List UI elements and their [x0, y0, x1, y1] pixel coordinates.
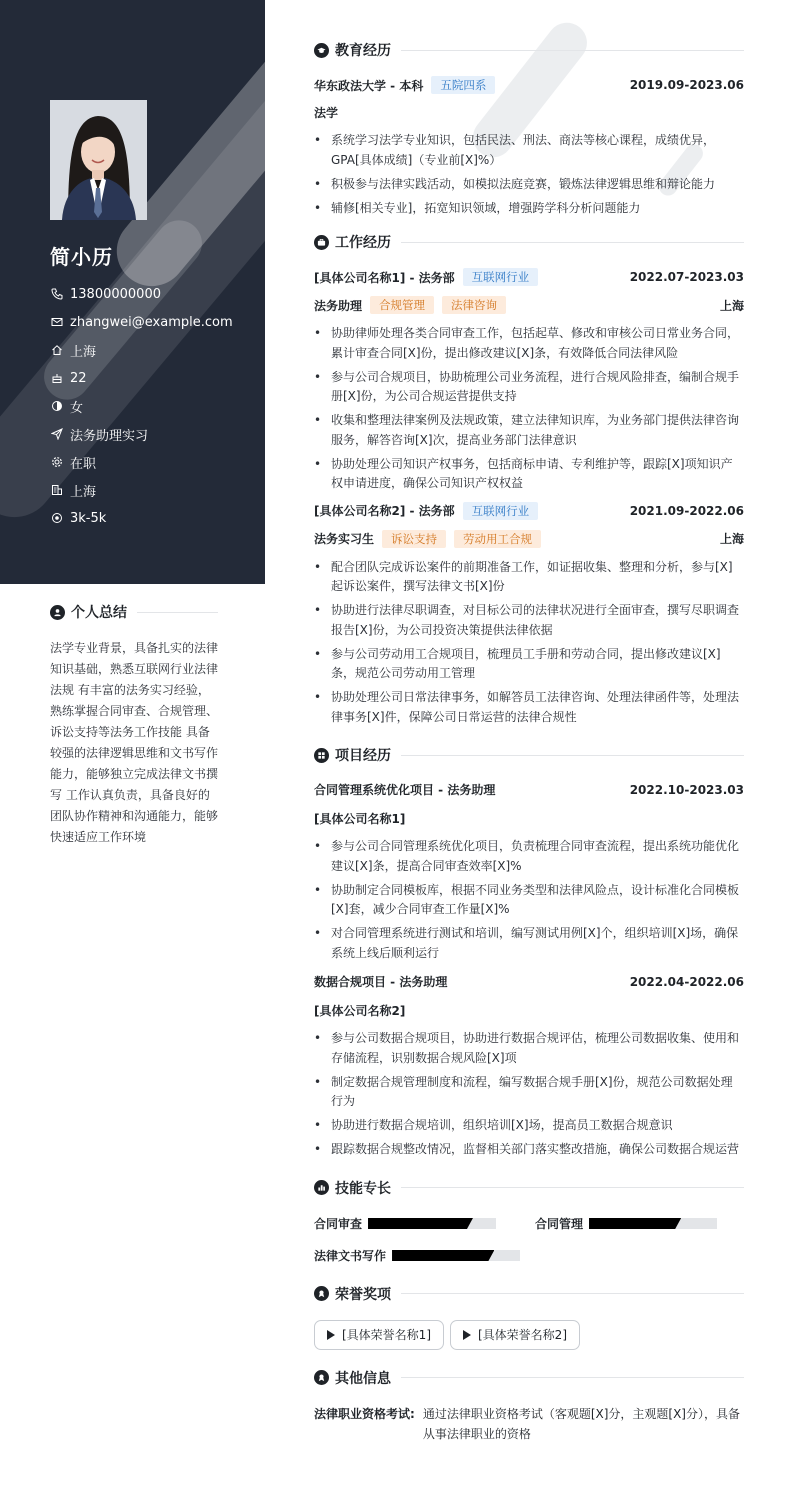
list-item: • 对合同管理系统进行测试和培训，编写测试用例[X]个，组织培训[X]场，确保系统上线后顺利运行 — [314, 924, 744, 963]
skill-item — [535, 1216, 717, 1232]
skill-item — [314, 1248, 520, 1264]
list-item: • 协助处理公司知识产权事务，包括商标申请、专利维护等，跟踪[X]项知识产权申请进度，确保公司知识产权权益 — [314, 455, 744, 494]
skill-bar — [368, 1218, 496, 1229]
project-head — [314, 973, 744, 990]
play-icon — [327, 1330, 335, 1340]
email-row — [50, 308, 250, 336]
award-icon — [314, 1286, 329, 1301]
email-text: zhangwei@example.com — [70, 314, 233, 330]
list-item: • 协助律师处理各类合同审查工作，包括起草、修改和审核公司日常业务合同，累计审查合同[X]份，提出修改建议[X]条，有效降低合同法律风险 — [314, 324, 744, 363]
education-heading — [314, 40, 744, 60]
work-heading — [314, 232, 744, 252]
other-label: 法律职业资格考试: — [314, 1406, 415, 1421]
skill-bar-fill — [392, 1250, 494, 1261]
salary-text: 3k-5k — [70, 510, 107, 526]
job-role-row — [314, 296, 744, 314]
main-content — [314, 40, 744, 1444]
skills-section — [314, 1178, 744, 1264]
project-bullets — [314, 1029, 744, 1160]
education-entry-head — [314, 76, 744, 94]
phone-icon — [50, 287, 64, 301]
list-item: • 配合团队完成诉讼案件的前期准备工作，如证据收集、整理和分析，参与[X]起诉讼案件，撰写法律文书[X]份 — [314, 558, 744, 597]
salary-row — [50, 504, 250, 532]
school-name: 华东政法大学 - 本科 — [314, 78, 424, 93]
skill-bar-fill — [368, 1218, 473, 1229]
skills-heading — [314, 1178, 744, 1198]
skill-bar — [392, 1250, 520, 1261]
skill-tag: 劳动用工合规 — [454, 530, 541, 548]
industry-tag: 互联网行业 — [463, 268, 539, 286]
list-item: • 制定数据合规管理制度和流程，编写数据合规手册[X]份，规范公司数据处理行为 — [314, 1073, 744, 1112]
profile-name: 简小历 — [50, 245, 113, 269]
gear-icon — [50, 455, 64, 469]
major: 法学 — [314, 106, 339, 120]
job-role-row — [314, 530, 744, 548]
honors-heading — [314, 1284, 744, 1304]
list-item: • 协助制定合同模板库，根据不同业务类型和法律风险点，设计标准化合同模板[X]套，减少合同审查工作量[X]% — [314, 881, 744, 920]
job-city: 上海 — [719, 532, 744, 546]
work-title: 工作经历 — [335, 235, 391, 251]
divider — [401, 1293, 744, 1294]
send-icon — [50, 427, 64, 441]
list-item: • 参与公司数据合规项目，协助进行数据合规评估，梳理公司数据收集、使用和存储流程，识别数据合规风险[X]项 — [314, 1029, 744, 1068]
skill-name: 法律文书写作 — [314, 1249, 387, 1263]
job-city: 上海 — [719, 298, 744, 313]
list-item: • 参与公司合规项目，协助梳理公司业务流程，进行合规风险排查，编制合规手册[X]份，为公司合规运营提供支持 — [314, 368, 744, 407]
other-heading — [314, 1368, 744, 1388]
job-date: 2021.09-2022.06 — [629, 503, 744, 518]
location-row — [50, 336, 250, 364]
summary-heading — [50, 602, 218, 622]
skill-name: 合同管理 — [535, 1217, 584, 1231]
divider — [401, 755, 744, 756]
divider — [401, 50, 744, 51]
gender-text: 女 — [70, 400, 84, 416]
bar-chart-icon — [314, 1180, 329, 1195]
honor-item[interactable] — [450, 1320, 580, 1350]
project-company: [具体公司名称2] — [314, 1004, 406, 1018]
phone-text: 13800000000 — [70, 286, 161, 302]
project-bullets — [314, 837, 744, 963]
job-bullets — [314, 324, 744, 494]
list-item: • 系统学习法学专业知识，包括民法、刑法、商法等核心课程，成绩优异，GPA[具体成绩]（专业前[X]%） — [314, 131, 744, 170]
skill-name: 合同审查 — [314, 1217, 363, 1231]
education-date: 2019.09-2023.06 — [629, 78, 744, 92]
project-head — [314, 781, 744, 798]
location-text: 上海 — [70, 344, 97, 360]
divider — [401, 1187, 744, 1188]
list-item: • 协助进行法律尽职调查，对目标公司的法律状况进行全面审查，撰写尽职调查报告[X]份，为公司投资决策提供法律依据 — [314, 601, 744, 640]
other-value: 通过法律职业资格考试（客观题[X]分，主观题[X]分），具备从事法律职业的资格 — [422, 1406, 740, 1441]
honors-title: 荣誉奖项 — [335, 1286, 391, 1303]
target-city-row — [50, 476, 250, 504]
industry-tag: 互联网行业 — [463, 502, 539, 520]
contact-info-list — [50, 280, 250, 532]
other-title: 其他信息 — [335, 1370, 391, 1387]
projects-title: 项目经历 — [335, 748, 391, 764]
job-role: 法务助理 — [314, 298, 363, 313]
play-icon — [463, 1330, 471, 1340]
mail-icon — [50, 315, 64, 329]
target-position-row — [50, 420, 250, 448]
cake-icon — [50, 371, 64, 385]
job-date: 2022.07-2023.03 — [629, 270, 744, 284]
summary-text: 法学专业背景，具备扎实的法律知识基础，熟悉互联网行业法律法规 有丰富的法务实习经验，熟练掌握合同审查、合规管理、诉讼支持等法务工作技能 具备较强的法律逻辑思维和文书写作能力，能够独立完成法律文书撰写 工作认真负责，具备良好的团队协作精神和沟通能力，能够快速适应工作环境 — [50, 641, 219, 844]
list-item: • 协助进行数据合规培训，组织培训[X]场，提高员工数据合规意识 — [314, 1116, 744, 1136]
list-item: • 跟踪数据合规整改情况，监督相关部门落实整改措施，确保公司数据合规运营 — [314, 1140, 744, 1160]
project-date: 2022.10-2023.03 — [629, 782, 744, 797]
divider — [137, 612, 218, 613]
honor-item[interactable] — [314, 1320, 444, 1350]
phone-row — [50, 280, 250, 308]
summary-title: 个人总结 — [71, 605, 127, 621]
skill-bar — [589, 1218, 717, 1229]
status-row — [50, 448, 250, 476]
divider — [401, 1377, 744, 1378]
skill-tag: 诉讼支持 — [382, 530, 446, 548]
graduation-cap-icon — [314, 43, 329, 58]
projects-heading — [314, 745, 744, 765]
list-item: • 积极参与法律实践活动，如模拟法庭竞赛，锻炼法律逻辑思维和辩论能力 — [314, 175, 744, 195]
skill-item — [314, 1216, 535, 1232]
target-position-text: 法务助理实习 — [70, 428, 149, 444]
list-item: • 协助处理公司日常法律事务，如解答员工法律咨询、处理法律函件等，处理法律事务[X]件，保障公司日常运营的法律合规性 — [314, 688, 744, 727]
age-text: 22 — [70, 370, 87, 386]
list-item: • 辅修[相关专业]，拓宽知识领域，增强跨学科分析问题能力 — [314, 199, 744, 219]
list-item: • 收集和整理法律案例及法规政策，建立法律知识库，为业务部门提供法律咨询服务，解答咨询[X]次，提高业务部门法律意识 — [314, 411, 744, 450]
job-company: [具体公司名称1] - 法务部 — [314, 270, 455, 285]
coin-icon — [50, 511, 64, 525]
project-date: 2022.04-2022.06 — [629, 974, 744, 989]
target-city-text: 上海 — [70, 484, 97, 500]
list-item: • 参与公司劳动用工合规项目，梳理员工手册和劳动合同，提出修改建议[X]条，规范公司劳动用工管理 — [314, 645, 744, 684]
skills-row — [314, 1248, 744, 1264]
skill-tag: 合规管理 — [370, 296, 434, 314]
school-tag: 五院四系 — [431, 76, 495, 94]
grid-icon — [314, 748, 329, 763]
gender-icon — [50, 399, 64, 413]
job-role: 法务实习生 — [314, 532, 375, 546]
sidebar-header — [0, 0, 265, 584]
job-bullets — [314, 558, 744, 728]
project-name: 合同管理系统优化项目 - 法务助理 — [314, 783, 496, 797]
summary-section — [50, 602, 218, 848]
other-item — [314, 1404, 744, 1444]
education-bullets — [314, 131, 744, 218]
honors-list — [314, 1320, 744, 1350]
skill-bar-fill — [589, 1218, 681, 1229]
home-icon — [50, 343, 64, 357]
education-section — [314, 40, 744, 218]
honors-section — [314, 1284, 744, 1350]
gender-row — [50, 392, 250, 420]
projects-section — [314, 745, 744, 1160]
divider — [401, 242, 744, 243]
list-item: • 参与公司合同管理系统优化项目，负责梳理合同审查流程，提出系统功能优化建议[X]条，提高合同审查效率[X]% — [314, 837, 744, 876]
profile-photo — [50, 100, 147, 220]
award-icon — [314, 1370, 329, 1385]
education-title: 教育经历 — [335, 43, 391, 59]
project-name: 数据合规项目 - 法务助理 — [314, 975, 448, 989]
status-text: 在职 — [70, 456, 97, 472]
age-row — [50, 364, 250, 392]
work-section — [314, 232, 744, 727]
other-section — [314, 1368, 744, 1444]
skill-tag: 法律咨询 — [442, 296, 506, 314]
honor-label: [具体荣誉名称2] — [478, 1328, 567, 1342]
briefcase-icon — [314, 235, 329, 250]
job-company: [具体公司名称2] - 法务部 — [314, 504, 455, 518]
skills-row — [314, 1216, 744, 1232]
project-company: [具体公司名称1] — [314, 812, 406, 826]
building-icon — [50, 483, 64, 497]
honor-label: [具体荣誉名称1] — [342, 1328, 431, 1342]
job-head — [314, 502, 744, 520]
skills-title: 技能专长 — [335, 1180, 391, 1197]
job-head — [314, 268, 744, 286]
user-icon — [50, 605, 65, 620]
